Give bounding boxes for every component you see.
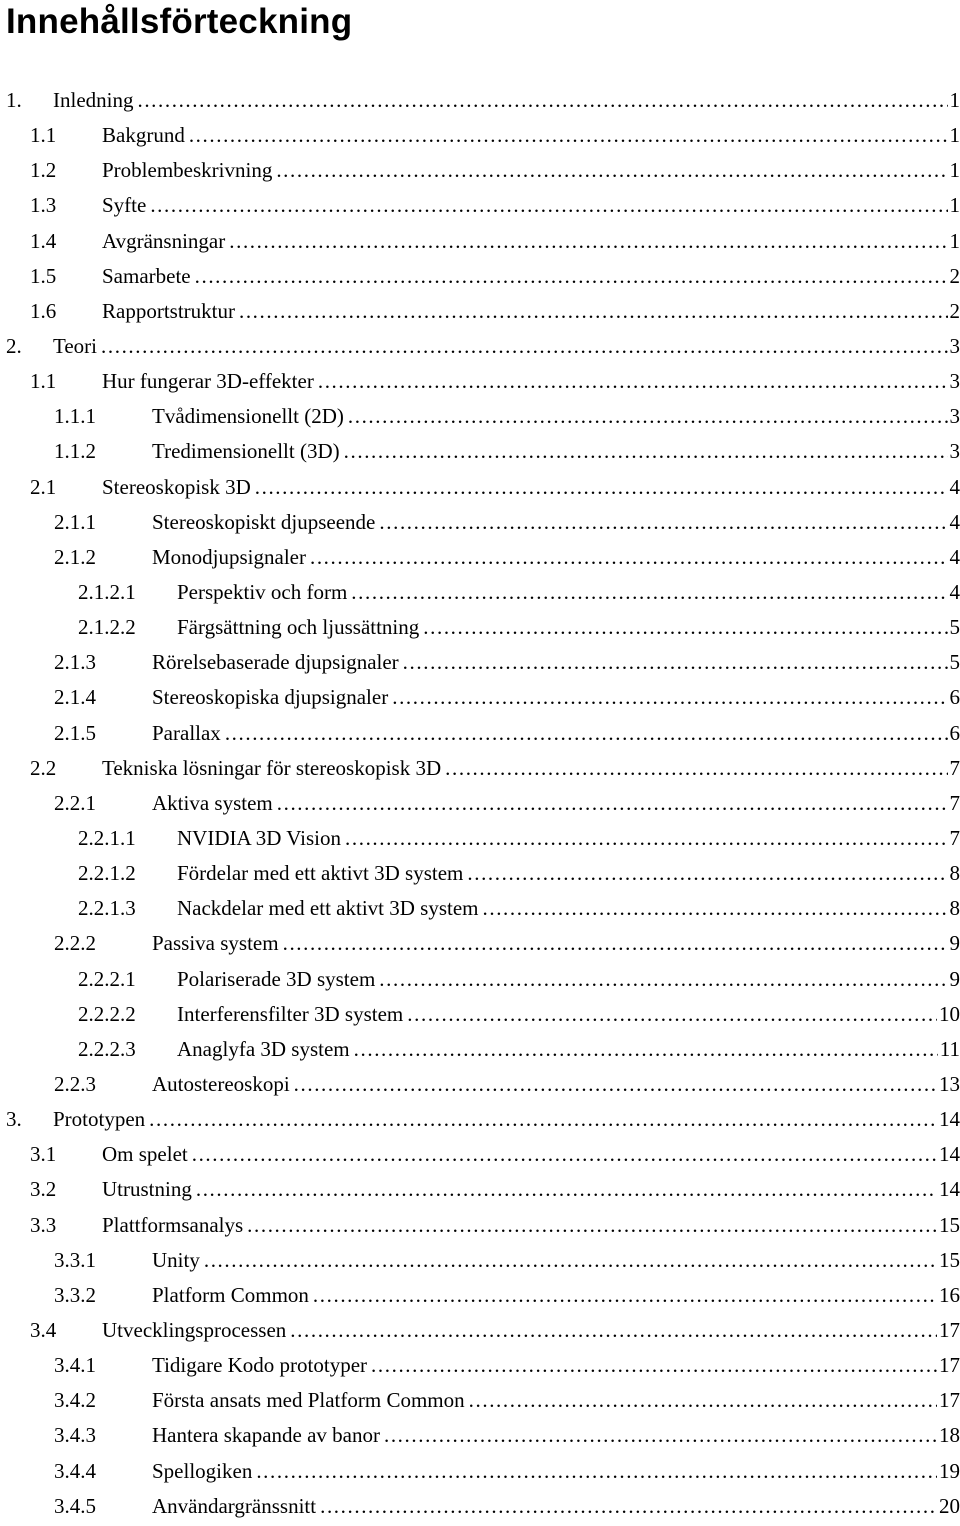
toc-entry-title: Stereoskopiskt djupseende bbox=[152, 509, 376, 534]
toc-entry-page-number: 5 bbox=[949, 650, 960, 675]
toc-entry-page-number: 18 bbox=[939, 1423, 960, 1448]
toc-entry-number: 2.2.2.2 bbox=[78, 1001, 136, 1026]
dot-leader bbox=[283, 931, 948, 956]
toc-entry-number: 2.1.2.2 bbox=[78, 615, 136, 640]
dot-leader bbox=[229, 229, 947, 254]
dot-leader bbox=[310, 545, 948, 570]
toc-entry-number: 3.4.3 bbox=[54, 1423, 96, 1448]
dot-leader bbox=[469, 1388, 937, 1413]
toc-entry-number: 1.1.2 bbox=[54, 439, 96, 464]
toc-entry-number: 1.4 bbox=[30, 228, 57, 253]
toc-entry[interactable] bbox=[0, 1383, 960, 1418]
toc-entry-title: Aktiva system bbox=[152, 790, 273, 815]
dot-leader bbox=[345, 826, 947, 851]
toc-entry-title: Stereoskopiska djupsignaler bbox=[152, 685, 389, 710]
toc-entry[interactable] bbox=[0, 1453, 960, 1488]
toc-entry[interactable] bbox=[0, 83, 960, 118]
toc-entry-page-number: 8 bbox=[949, 861, 960, 886]
toc-entry[interactable] bbox=[0, 1102, 960, 1137]
toc-entry[interactable] bbox=[0, 1489, 960, 1524]
dot-leader bbox=[351, 580, 947, 605]
toc-entry[interactable] bbox=[0, 188, 960, 223]
toc-entry-number: 1.1 bbox=[30, 369, 57, 394]
toc-entry-title: Rapportstruktur bbox=[102, 298, 235, 323]
toc-entry-title: Platform Common bbox=[152, 1282, 309, 1307]
toc-entry-number: 2.2.2.3 bbox=[78, 1036, 136, 1061]
toc-entry-number: 1. bbox=[6, 88, 22, 113]
toc-entry[interactable] bbox=[0, 434, 960, 469]
dot-leader bbox=[255, 475, 948, 500]
toc-entry-page-number: 17 bbox=[939, 1388, 960, 1413]
toc-entry-page-number: 3 bbox=[949, 334, 960, 359]
toc-entry-page-number: 1 bbox=[949, 193, 960, 218]
table-of-contents bbox=[0, 83, 960, 1524]
toc-entry[interactable] bbox=[0, 821, 960, 856]
toc-entry-page-number: 14 bbox=[939, 1107, 960, 1132]
dot-leader bbox=[467, 861, 947, 886]
toc-entry-number: 1.5 bbox=[30, 263, 57, 288]
dot-leader bbox=[256, 1459, 937, 1484]
toc-entry-number: 2.1.2 bbox=[54, 544, 96, 569]
toc-entry[interactable] bbox=[0, 259, 960, 294]
dot-leader bbox=[137, 88, 947, 113]
toc-entry[interactable] bbox=[0, 1067, 960, 1102]
toc-entry-title: Utvecklingsprocessen bbox=[102, 1317, 287, 1342]
toc-entry[interactable] bbox=[0, 786, 960, 821]
dot-leader bbox=[379, 967, 947, 992]
toc-entry-title: Tvådimensionellt (2D) bbox=[152, 404, 344, 429]
toc-entry-number: 2.1.3 bbox=[54, 650, 96, 675]
toc-entry-title: Avgränsningar bbox=[102, 228, 226, 253]
toc-entry-title: Hur fungerar 3D-effekter bbox=[102, 369, 314, 394]
dot-leader bbox=[379, 510, 947, 535]
toc-entry[interactable] bbox=[0, 716, 960, 751]
toc-entry-title: Utrustning bbox=[102, 1177, 192, 1202]
dot-leader bbox=[483, 896, 948, 921]
toc-entry[interactable] bbox=[0, 575, 960, 610]
toc-entry-title: Anaglyfa 3D system bbox=[177, 1036, 350, 1061]
dot-leader bbox=[407, 1002, 937, 1027]
toc-entry[interactable] bbox=[0, 153, 960, 188]
toc-entry[interactable] bbox=[0, 610, 960, 645]
toc-entry-title: Nackdelar med ett aktivt 3D system bbox=[177, 896, 479, 921]
toc-entry[interactable] bbox=[0, 962, 960, 997]
toc-entry-page-number: 8 bbox=[949, 896, 960, 921]
toc-entry-title: Monodjupsignaler bbox=[152, 544, 306, 569]
toc-entry-page-number: 2 bbox=[949, 263, 960, 288]
dot-leader bbox=[239, 299, 948, 324]
toc-entry-page-number: 7 bbox=[949, 755, 960, 780]
toc-entry-title: Problembeskrivning bbox=[102, 158, 273, 183]
toc-entry-number: 2.2.2 bbox=[54, 931, 96, 956]
toc-entry[interactable] bbox=[0, 1243, 960, 1278]
dot-leader bbox=[354, 1037, 938, 1062]
toc-entry-title: Interferensfilter 3D system bbox=[177, 1001, 404, 1026]
toc-entry-number: 2.2.1.3 bbox=[78, 896, 136, 921]
toc-entry[interactable] bbox=[0, 891, 960, 926]
toc-entry[interactable] bbox=[0, 399, 960, 434]
toc-entry-title: Parallax bbox=[152, 720, 221, 745]
toc-entry-page-number: 3 bbox=[949, 439, 960, 464]
dot-leader bbox=[204, 1248, 937, 1273]
toc-entry-page-number: 16 bbox=[939, 1282, 960, 1307]
toc-entry-title: NVIDIA 3D Vision bbox=[177, 826, 342, 851]
toc-entry-number: 1.6 bbox=[30, 298, 57, 323]
toc-entry-number: 2.2 bbox=[30, 755, 57, 780]
toc-entry[interactable] bbox=[0, 1418, 960, 1453]
toc-entry[interactable] bbox=[0, 645, 960, 680]
toc-entry-page-number: 14 bbox=[939, 1177, 960, 1202]
toc-entry-page-number: 4 bbox=[949, 580, 960, 605]
toc-entry-number: 1.1 bbox=[30, 123, 57, 148]
dot-leader bbox=[403, 650, 948, 675]
toc-entry-page-number: 4 bbox=[949, 509, 960, 534]
toc-entry-number: 2.2.1.1 bbox=[78, 826, 136, 851]
toc-entry[interactable] bbox=[0, 751, 960, 786]
toc-entry-title: Autostereoskopi bbox=[152, 1072, 290, 1096]
toc-entry-number: 2.1.1 bbox=[54, 509, 96, 534]
dot-leader bbox=[371, 1353, 937, 1378]
toc-entry-page-number: 20 bbox=[939, 1493, 960, 1518]
toc-entry-title: Rörelsebaserade djupsignaler bbox=[152, 650, 399, 675]
dot-leader bbox=[290, 1318, 937, 1343]
toc-entry-page-number: 3 bbox=[949, 369, 960, 394]
toc-entry-page-number: 13 bbox=[939, 1072, 960, 1096]
toc-entry-title: Om spelet bbox=[102, 1142, 188, 1167]
dot-leader bbox=[320, 1494, 937, 1519]
toc-entry-page-number: 15 bbox=[939, 1247, 960, 1272]
dot-leader bbox=[313, 1283, 937, 1308]
toc-entry-title: Syfte bbox=[102, 193, 147, 218]
toc-entry-page-number: 10 bbox=[939, 1001, 960, 1026]
toc-entry[interactable] bbox=[0, 329, 960, 364]
toc-entry[interactable] bbox=[0, 364, 960, 399]
toc-entry-page-number: 14 bbox=[939, 1142, 960, 1167]
toc-entry-title: Fördelar med ett aktivt 3D system bbox=[177, 861, 464, 886]
toc-entry-page-number: 9 bbox=[949, 931, 960, 956]
toc-entry[interactable] bbox=[0, 1348, 960, 1383]
toc-entry-number: 2.2.1 bbox=[54, 790, 96, 815]
toc-entry[interactable] bbox=[0, 997, 960, 1032]
toc-entry-number: 3.4.2 bbox=[54, 1388, 96, 1413]
toc-entry[interactable] bbox=[0, 224, 960, 259]
toc-entry-title: Plattformsanalys bbox=[102, 1212, 244, 1237]
dot-leader bbox=[101, 334, 947, 359]
toc-entry-page-number: 3 bbox=[949, 404, 960, 429]
toc-entry-page-number: 7 bbox=[949, 826, 960, 851]
dot-leader bbox=[195, 264, 948, 289]
toc-entry[interactable] bbox=[0, 1208, 960, 1243]
toc-entry[interactable] bbox=[0, 1137, 960, 1172]
toc-entry-number: 2.1 bbox=[30, 474, 57, 499]
toc-entry-number: 3.1 bbox=[30, 1142, 57, 1167]
toc-entry-title: Färgsättning och ljussättning bbox=[177, 615, 420, 640]
toc-entry-title: Prototypen bbox=[53, 1107, 146, 1132]
toc-entry[interactable] bbox=[0, 1032, 960, 1067]
toc-entry-number: 3.4.1 bbox=[54, 1353, 96, 1378]
toc-entry-number: 3.3.1 bbox=[54, 1247, 96, 1272]
toc-entry[interactable] bbox=[0, 118, 960, 153]
toc-entry-title: Passiva system bbox=[152, 931, 279, 956]
toc-entry[interactable] bbox=[0, 926, 960, 961]
dot-leader bbox=[247, 1213, 937, 1238]
toc-entry-page-number: 4 bbox=[949, 474, 960, 499]
dot-leader bbox=[344, 439, 948, 464]
toc-entry-number: 2.1.5 bbox=[54, 720, 96, 745]
toc-entry-page-number: 15 bbox=[939, 1212, 960, 1237]
dot-leader bbox=[225, 721, 948, 746]
toc-entry-page-number: 1 bbox=[949, 88, 960, 113]
dot-leader bbox=[150, 193, 947, 218]
toc-entry-number: 3.3.2 bbox=[54, 1282, 96, 1307]
toc-entry-title: Tredimensionellt (3D) bbox=[152, 439, 340, 464]
toc-entry-number: 2.2.2.1 bbox=[78, 966, 136, 991]
dot-leader bbox=[277, 791, 948, 816]
toc-entry[interactable] bbox=[0, 1172, 960, 1207]
toc-entry-number: 1.3 bbox=[30, 193, 57, 218]
page-title: Innehållsförteckning bbox=[6, 2, 353, 41]
toc-entry-number: 2.1.4 bbox=[54, 685, 96, 710]
toc-entry-number: 3.2 bbox=[30, 1177, 57, 1202]
toc-entry-page-number: 2 bbox=[949, 298, 960, 323]
dot-leader bbox=[196, 1177, 937, 1202]
toc-entry-title: Inledning bbox=[53, 88, 134, 113]
toc-entry-page-number: 1 bbox=[949, 228, 960, 253]
toc-entry-title: Polariserade 3D system bbox=[177, 966, 376, 991]
toc-entry-number: 1.1.1 bbox=[54, 404, 96, 429]
dot-leader bbox=[445, 756, 947, 781]
toc-entry-page-number: 7 bbox=[949, 790, 960, 815]
toc-entry-title: Stereoskopisk 3D bbox=[102, 474, 251, 499]
toc-entry-title: Tekniska lösningar för stereoskopisk 3D bbox=[102, 755, 442, 780]
toc-entry-page-number: 11 bbox=[939, 1036, 960, 1061]
toc-entry-page-number: 6 bbox=[949, 720, 960, 745]
toc-entry-number: 1.2 bbox=[30, 158, 57, 183]
toc-entry-number: 2.2.3 bbox=[54, 1072, 96, 1096]
toc-entry-number: 3.3 bbox=[30, 1212, 57, 1237]
toc-entry-title: Första ansats med Platform Common bbox=[152, 1388, 465, 1413]
dot-leader bbox=[384, 1423, 937, 1448]
toc-entry-page-number: 17 bbox=[939, 1353, 960, 1378]
toc-entry[interactable] bbox=[0, 540, 960, 575]
dot-leader bbox=[318, 369, 948, 394]
toc-entry-title: Perspektiv och form bbox=[177, 580, 348, 605]
toc-entry-page-number: 1 bbox=[949, 123, 960, 148]
toc-entry-number: 3. bbox=[6, 1107, 22, 1132]
toc-entry-number: 3.4.4 bbox=[54, 1458, 96, 1483]
toc-entry[interactable] bbox=[0, 856, 960, 891]
toc-entry[interactable] bbox=[0, 505, 960, 540]
toc-entry-page-number: 19 bbox=[939, 1458, 960, 1483]
toc-entry-number: 2. bbox=[6, 334, 22, 359]
toc-entry-number: 2.2.1.2 bbox=[78, 861, 136, 886]
dot-leader bbox=[192, 1142, 937, 1167]
dot-leader bbox=[276, 158, 947, 183]
toc-entry-page-number: 6 bbox=[949, 685, 960, 710]
toc-entry-title: Hantera skapande av banor bbox=[152, 1423, 380, 1448]
toc-entry[interactable] bbox=[0, 1313, 960, 1348]
toc-entry-page-number: 1 bbox=[949, 158, 960, 183]
dot-leader bbox=[348, 404, 948, 429]
toc-entry-number: 3.4.5 bbox=[54, 1493, 96, 1518]
toc-entry-number: 3.4 bbox=[30, 1317, 57, 1342]
toc-entry-title: Samarbete bbox=[102, 263, 191, 288]
dot-leader bbox=[149, 1107, 937, 1132]
toc-entry-page-number: 17 bbox=[939, 1317, 960, 1342]
toc-entry[interactable] bbox=[0, 470, 960, 505]
toc-entry-title: Tidigare Kodo prototyper bbox=[152, 1353, 368, 1378]
toc-entry-title: Spellogiken bbox=[152, 1458, 253, 1483]
toc-entry-page-number: 4 bbox=[949, 544, 960, 569]
toc-entry-title: Teori bbox=[53, 334, 98, 359]
toc-entry-title: Användargränssnitt bbox=[152, 1493, 317, 1518]
toc-entry-title: Bakgrund bbox=[102, 123, 185, 148]
dot-leader bbox=[423, 615, 947, 640]
toc-entry-title: Unity bbox=[152, 1247, 200, 1272]
toc-entry-number: 2.1.2.1 bbox=[78, 580, 136, 605]
toc-entry-page-number: 5 bbox=[949, 615, 960, 640]
toc-entry[interactable] bbox=[0, 1278, 960, 1313]
dot-leader bbox=[294, 1072, 937, 1097]
dot-leader bbox=[189, 123, 948, 148]
toc-entry[interactable] bbox=[0, 294, 960, 329]
toc-entry-page-number: 9 bbox=[949, 966, 960, 991]
toc-entry[interactable] bbox=[0, 680, 960, 715]
dot-leader bbox=[392, 685, 947, 710]
